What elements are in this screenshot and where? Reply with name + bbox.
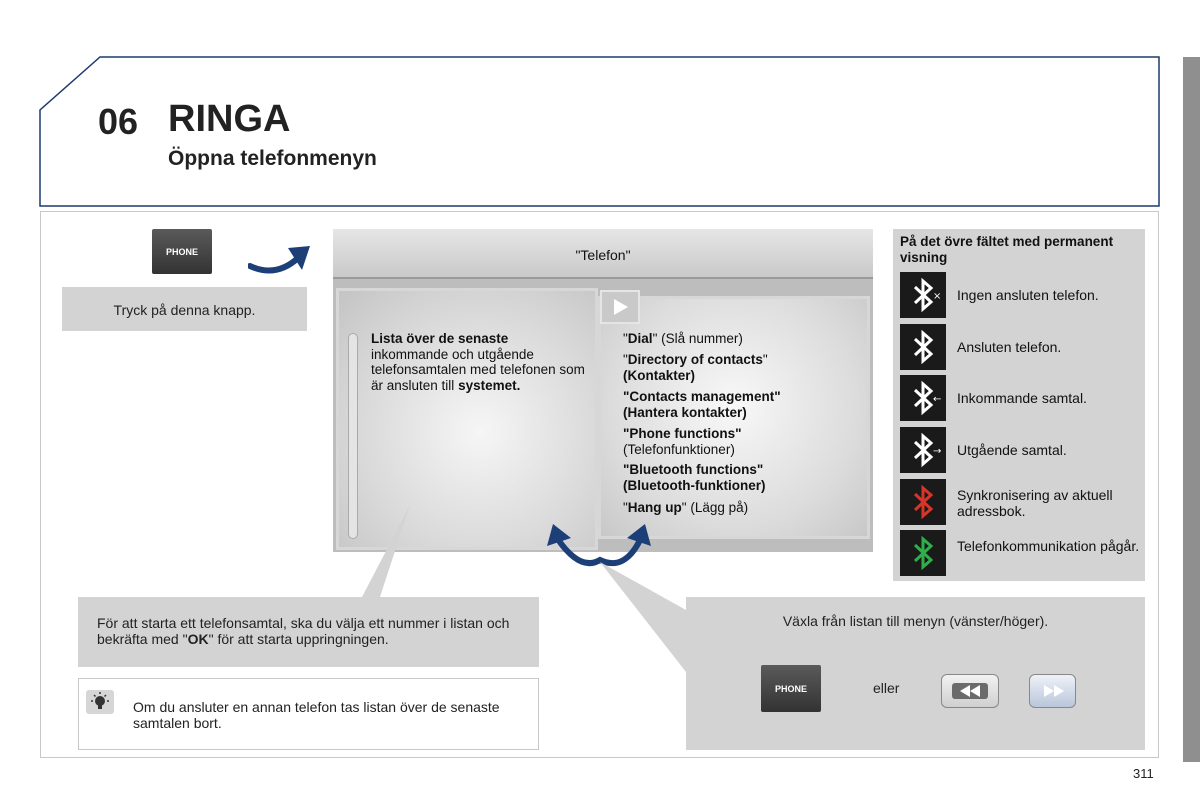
- rewind-button[interactable]: [941, 674, 999, 708]
- phone-button-label: PHONE: [165, 246, 198, 257]
- bluetooth-icon: [900, 272, 946, 318]
- chapter-number: 06: [98, 101, 139, 142]
- phone-caption: Tryck på denna knapp.: [113, 302, 256, 318]
- fast-forward-icon: [1036, 680, 1070, 702]
- screen-title: "Telefon": [575, 247, 631, 263]
- bluetooth-icon: [900, 375, 946, 421]
- menu-item-contacts-management[interactable]: "Contacts management" (Hantera kontakter): [623, 389, 781, 420]
- menu-item-bluetooth-functions[interactable]: "Bluetooth functions" (Bluetooth-funktioner): [623, 462, 766, 493]
- legend-title: På det övre fältet med permanent visning: [900, 234, 1114, 265]
- tip-text: Om du ansluter en annan telefon tas listan över de senaste samtalen bort.: [133, 699, 500, 731]
- menu-item-directory[interactable]: "Directory of contacts" (Kontakter): [623, 352, 768, 383]
- lightbulb-icon: [86, 690, 114, 714]
- bluetooth-icon: [900, 530, 946, 576]
- or-text: eller: [873, 680, 900, 696]
- bluetooth-icon: [900, 479, 946, 525]
- menu-item-phone-functions[interactable]: "Phone functions" (Telefonfunktioner): [623, 426, 742, 457]
- bluetooth-icon: [900, 324, 946, 370]
- call-info-text: För att starta ett telefonsamtal, ska du välja ett nummer i listan och bekräfta med "OK" för att starta uppringningen.: [97, 615, 510, 647]
- legend-label: Utgående samtal.: [957, 442, 1067, 458]
- legend-label: Telefonkommunikation pågår.: [957, 538, 1140, 554]
- page-number: 311: [1133, 766, 1154, 781]
- chapter-title: RINGA: [168, 98, 291, 140]
- menu-item-dial[interactable]: "Dial" (Slå nummer): [623, 331, 743, 346]
- fast-forward-button[interactable]: [1029, 674, 1076, 708]
- phone-button-2-label: PHONE: [774, 683, 807, 694]
- call-list-description: Lista över de senaste inkommande och utgående telefonsamtalen med telefonen som är ansluten till systemet.: [371, 331, 585, 393]
- svg-text:→: →: [933, 446, 942, 457]
- svg-text:×: ×: [933, 291, 942, 302]
- bluetooth-icon: [900, 427, 946, 473]
- menu-item-hang-up[interactable]: "Hang up" (Lägg på): [623, 500, 749, 515]
- phone-button-2[interactable]: [761, 665, 821, 712]
- legend-label: Synkronisering av aktuell adressbok.: [957, 487, 1113, 519]
- chapter-subtitle: Öppna telefonmenyn: [168, 147, 377, 170]
- legend-label: Inkommande samtal.: [957, 390, 1087, 406]
- switch-info-text: Växla från listan till menyn (vänster/höger).: [782, 613, 1049, 629]
- legend-label: Ingen ansluten telefon.: [957, 287, 1099, 303]
- legend-label: Ansluten telefon.: [957, 339, 1062, 355]
- rewind-icon: [950, 680, 990, 702]
- svg-text:←: ←: [933, 394, 942, 405]
